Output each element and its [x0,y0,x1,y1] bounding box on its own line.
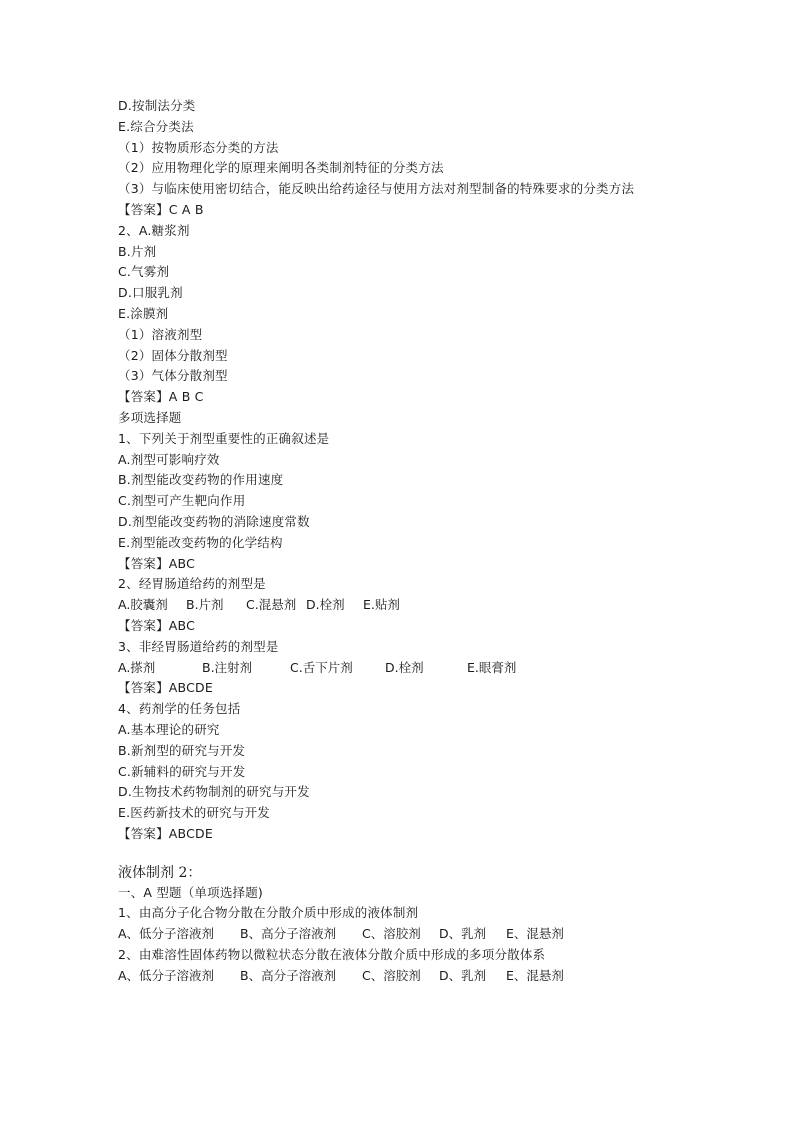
option-a: A.基本理论的研究 [118,721,220,737]
choice-3: （3）气体分散剂型 [118,368,228,384]
choice-2: （2）应用物理化学的原理来阐明各类制剂特征的分类方法 [118,160,444,176]
options-row [118,595,698,616]
option-c: C、溶胶剂 [362,926,421,942]
option-c: C.混悬剂 [246,597,297,613]
options-row [118,966,698,987]
question-stem: 2、由难溶性固体药物以微粒状态分散在液体分散介质中形成的多项分散体系 [118,947,546,963]
option-d: D.栓剂 [306,597,345,613]
choice-1: （1）按物质形态分类的方法 [118,139,279,155]
option-b: B.注射剂 [202,659,253,675]
option-c: C.气雾剂 [118,264,170,280]
options-row [118,924,698,945]
option-c: C.剂型可产生靶向作用 [118,493,246,509]
option-e: E.眼膏剂 [467,659,517,675]
question-stem: 1、下列关于剂型重要性的正确叙述是 [118,430,330,446]
question-stem: 3、非经胃肠道给药的剂型是 [118,638,279,654]
option-b: B、高分子溶液剂 [240,967,337,983]
option-d: D、乳剂 [439,967,487,983]
question-stem: 4、药剂学的任务包括 [118,701,241,717]
option-b: B.片剂 [186,597,224,613]
option-d: D.口服乳剂 [118,285,183,301]
question-stem: 1、由高分子化合物分散在分散介质中形成的液体制剂 [118,905,419,921]
option-d: D.栓剂 [385,659,424,675]
answer: 【答案】ABCDE [118,680,213,696]
section-heading: 液体制剂 2： [118,864,202,881]
answer: 【答案】C A B [118,201,204,217]
answer: 【答案】ABC [118,617,196,633]
option-b: B.新剂型的研究与开发 [118,742,246,758]
section-title: 多项选择题 [118,409,182,425]
option-a: A.搽剂 [118,659,156,675]
option-a: A.剂型可影响疗效 [118,451,220,467]
option-a: A、低分子溶液剂 [118,967,215,983]
option-d: D、乳剂 [439,926,487,942]
option-e: E、混悬剂 [506,926,564,942]
option-e: E.涂膜剂 [118,305,169,321]
option-a: 2、A.糖浆剂 [118,222,190,238]
answer: 【答案】ABCDE [118,825,213,841]
option-b: B、高分子溶液剂 [240,926,337,942]
option-e: E.贴剂 [363,597,400,613]
option-c: C.新辅料的研究与开发 [118,763,246,779]
choice-1: （1）溶液剂型 [118,326,203,342]
options-row [118,658,698,679]
option-d: D.按制法分类 [118,98,196,113]
option-c: C、溶胶剂 [362,967,421,983]
option-a: A、低分子溶液剂 [118,926,215,942]
option-e: E.剂型能改变药物的化学结构 [118,534,283,550]
option-e: E、混悬剂 [506,967,564,983]
option-b: B.剂型能改变药物的作用速度 [118,472,284,488]
option-d: D.生物技术药物制剂的研究与开发 [118,784,310,800]
option-b: B.片剂 [118,243,157,259]
section-gap [118,845,698,863]
answer: 【答案】ABC [118,555,196,571]
option-d: D.剂型能改变药物的消除速度常数 [118,513,310,529]
question-stem: 2、经胃肠道给药的剂型是 [118,576,266,592]
subsection-title: 一、A 型题（单项选择题) [118,884,264,900]
option-c: C.舌下片剂 [290,659,353,675]
choice-3: （3）与临床使用密切结合，能反映出给药途径与使用方法对剂型制备的特殊要求的分类方法 [118,181,635,197]
option-e: E.综合分类法 [118,118,194,134]
document-page [118,96,698,987]
option-e: E.医药新技术的研究与开发 [118,805,270,821]
answer: 【答案】A B C [118,389,204,405]
option-a: A.胶囊剂 [118,597,168,613]
choice-2: （2）固体分散剂型 [118,347,228,363]
